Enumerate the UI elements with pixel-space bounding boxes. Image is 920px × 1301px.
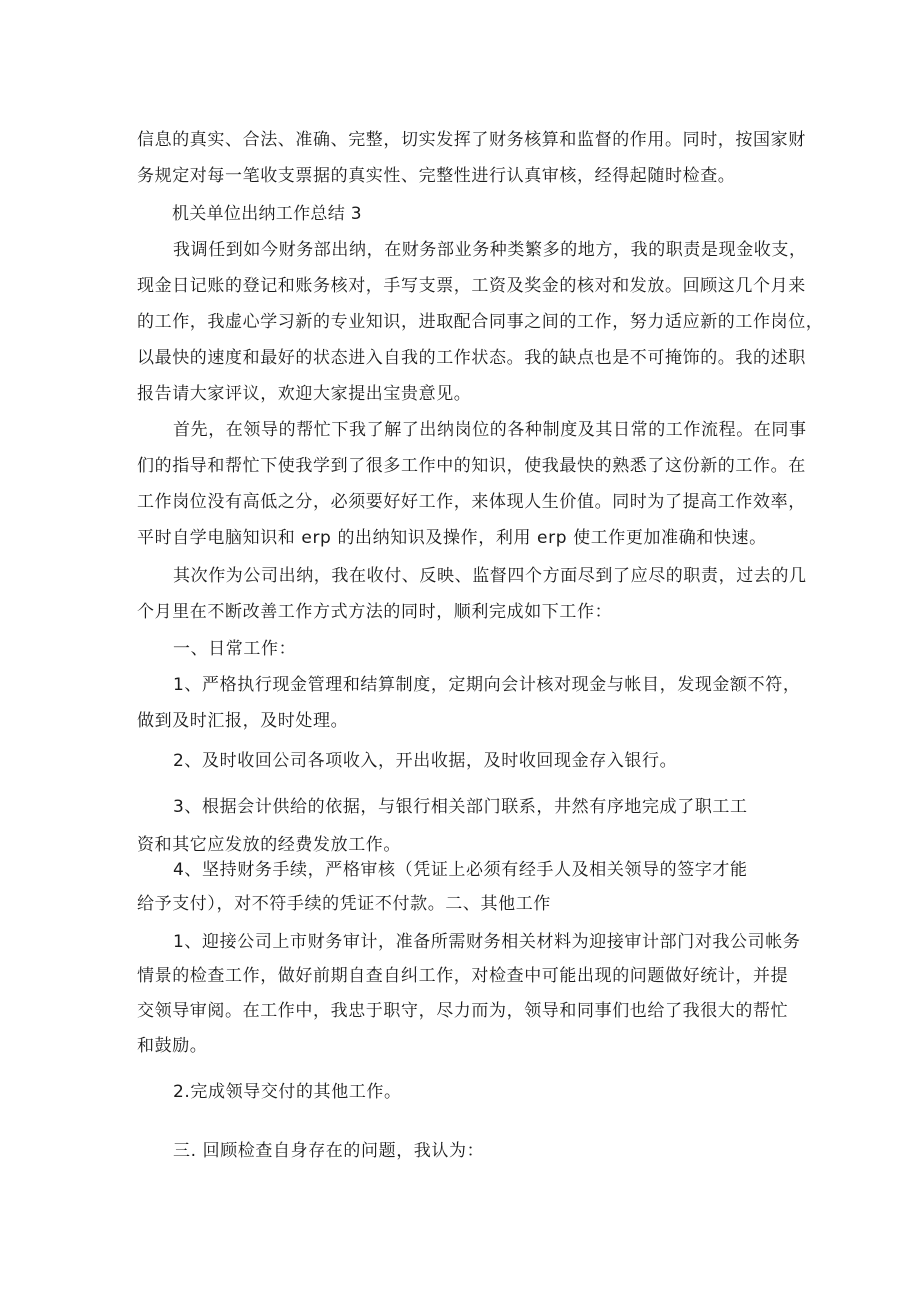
list-item: 2.完成领导交付的其他工作。 — [173, 1082, 402, 1102]
list-item: 2、及时收回公司各项收入，开出收据，及时收回现金存入银行。 — [173, 751, 678, 771]
list-item: 1、迎接公司上市财务审计，准备所需财务相关材料为迎接审计部门对我公司帐务 — [173, 932, 801, 952]
paragraph-line: 平时自学电脑知识和 erp 的出纳知识及操作，利用 erp 使工作更加准确和快速。 — [137, 528, 767, 548]
paragraph-line: 首先，在领导的帮忙下我了解了出纳岗位的各种制度及其日常的工作流程。在同事 — [173, 420, 807, 440]
paragraph-line: 务规定对每一笔收支票据的真实性、完整性进行认真审核，经得起随时检查。 — [137, 166, 736, 186]
paragraph-line: 工作岗位没有高低之分，必须要好好工作，来体现人生价值。同时为了提高工作效率， — [137, 492, 806, 512]
paragraph-line: 其次作为公司出纳，我在收付、反映、监督四个方面尽到了应尽的职责，过去的几 — [173, 566, 807, 586]
section-heading: 三. 回顾检查自身存在的问题，我认为： — [173, 1141, 485, 1161]
list-item: 3、根据会计供给的依据，与银行相关部门联系，井然有序地完成了职工工 — [173, 797, 748, 817]
list-item: 情景的检查工作，做好前期自查自纠工作，对检查中可能出现的问题做好统计，并提 — [137, 966, 789, 986]
paragraph-line: 信息的真实、合法、准确、完整，切实发挥了财务核算和监督的作用。同时，按国家财 — [137, 130, 806, 150]
list-item: 资和其它应发放的经费发放工作。 — [137, 835, 401, 855]
paragraph-line: 们的指导和帮忙下使我学到了很多工作中的知识，使我最快的熟悉了这份新的工作。在 — [137, 456, 806, 476]
paragraph-line: 的工作，我虚心学习新的专业知识，进取配合同事之间的工作，努力适应新的工作岗位， — [137, 312, 824, 332]
list-item: 给予支付），对不符手续的凭证不付款。二、其他工作 — [137, 894, 551, 914]
section-heading: 机关单位出纳工作总结 3 — [172, 204, 362, 224]
paragraph-line: 报告请大家评议，欢迎大家提出宝贵意见。 — [137, 384, 472, 404]
paragraph-line: 以最快的速度和最好的状态进入自我的工作状态。我的缺点也是不可掩饰的。我的述职 — [137, 348, 806, 368]
list-heading: 一、日常工作： — [173, 639, 297, 659]
paragraph-line: 现金日记账的登记和账务核对，手写支票，工资及奖金的核对和发放。回顾这几个月来 — [137, 276, 806, 296]
list-item: 4、坚持财务手续，严格审核（凭证上必须有经手人及相关领导的签字才能 — [173, 860, 748, 880]
list-item: 1、严格执行现金管理和结算制度，定期向会计核对现金与帐目，发现金额不符， — [173, 675, 801, 695]
list-item: 做到及时汇报，及时处理。 — [137, 711, 349, 731]
paragraph-line: 我调任到如今财务部出纳，在财务部业务种类繁多的地方，我的职责是现金收支， — [173, 240, 807, 260]
list-item: 和鼓励。 — [137, 1036, 208, 1056]
paragraph-line: 个月里在不断改善工作方式方法的同时，顺利完成如下工作： — [137, 602, 613, 622]
list-item: 交领导审阅。在工作中，我忠于职守，尽力而为，领导和同事们也给了我很大的帮忙 — [137, 1001, 789, 1021]
